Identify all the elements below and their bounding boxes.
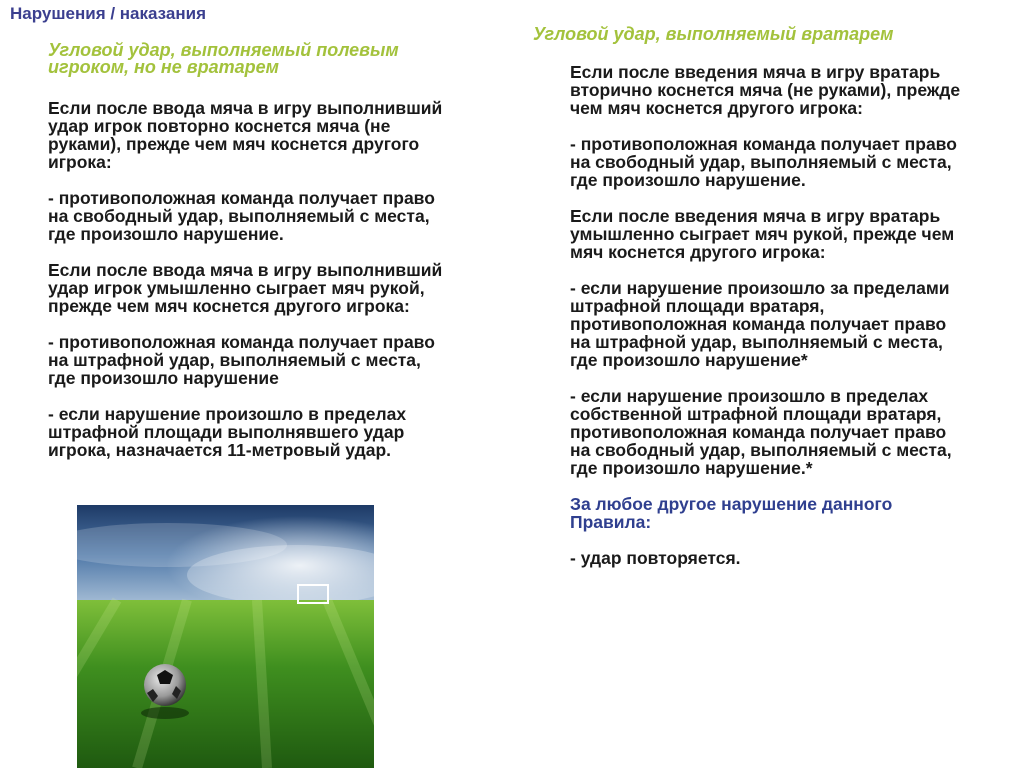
text-line: руками), прежде чем мяч коснется другого — [48, 134, 420, 154]
text-line: - если нарушение произошло за пределами — [570, 278, 950, 298]
text-line: на штрафной удар, выполняемый с места, — [48, 350, 421, 370]
left-subtitle — [48, 42, 468, 76]
other-violation-heading — [570, 495, 1015, 531]
text-line: игрока: — [48, 152, 112, 172]
right-paragraph — [570, 387, 1015, 477]
left-subtitle-line: игроком, но не вратарем — [48, 57, 279, 77]
text-line: где произошло нарушение* — [570, 350, 808, 370]
football-field-icon — [77, 505, 374, 768]
text-line: где произошло нарушение. — [48, 224, 284, 244]
football-field-photo — [77, 505, 374, 768]
text-line: мяч коснется другого игрока: — [570, 242, 826, 262]
text-line: Если после ввода мяча в игру выполнивший — [48, 98, 443, 118]
left-subtitle-line: Угловой удар, выполняемый полевым — [48, 40, 399, 60]
text-line: противоположная команда получает право — [570, 422, 947, 442]
text-line: - противоположная команда получает право — [48, 332, 435, 352]
text-line: собственной штрафной площади вратаря, — [570, 404, 942, 424]
left-paragraph — [48, 405, 508, 459]
left-paragraph — [48, 333, 508, 387]
right-paragraph — [570, 63, 1015, 117]
text-line: противоположная команда получает право — [570, 314, 947, 334]
text-line: - если нарушение произошло в пределах — [570, 386, 929, 406]
text-line: - противоположная команда получает право — [570, 134, 957, 154]
text-line: чем мяч коснется другого игрока: — [570, 98, 863, 118]
text-line: Правила: — [570, 512, 652, 532]
text-line: вторично коснется мяча (не руками), прежде — [570, 80, 961, 100]
text-line: умышленно сыграет мяч рукой, прежде чем — [570, 224, 955, 244]
final-paragraph: - удар повторяется. — [570, 548, 741, 568]
text-line: Если после введения мяча в игру вратарь — [570, 206, 941, 226]
text-line: игрока, назначается 11-метровый удар. — [48, 440, 392, 460]
text-line: где произошло нарушение — [48, 368, 279, 388]
left-body — [48, 99, 508, 459]
left-paragraph — [48, 261, 508, 315]
right-paragraph — [570, 135, 1015, 189]
text-line: штрафной площади вратаря, — [570, 296, 825, 316]
text-line: на штрафной удар, выполняемый с места, — [570, 332, 943, 352]
text-line: Если после ввода мяча в игру выполнивший — [48, 260, 443, 280]
text-line: прежде чем мяч коснется другого игрока: — [48, 296, 410, 316]
right-body — [570, 63, 1015, 567]
left-paragraph — [48, 189, 508, 243]
text-line: удар игрок умышленно сыграет мяч рукой, — [48, 278, 425, 298]
text-line: на свободный удар, выполняемый с места, — [570, 152, 952, 172]
right-paragraph — [570, 207, 1015, 261]
text-line: где произошло нарушение.* — [570, 458, 813, 478]
text-line: - противоположная команда получает право — [48, 188, 435, 208]
right-subtitle: Угловой удар, выполняемый вратарем — [533, 24, 894, 44]
text-line: на свободный удар, выполняемый с места, — [48, 206, 430, 226]
text-line: на свободный удар, выполняемый с места, — [570, 440, 952, 460]
text-line: - если нарушение произошло в пределах — [48, 404, 407, 424]
page-title: Нарушения / наказания — [10, 4, 206, 23]
left-paragraph — [48, 99, 508, 171]
text-line: Если после введения мяча в игру вратарь — [570, 62, 941, 82]
text-line: За любое другое нарушение данного — [570, 494, 893, 514]
text-line: штрафной площади выполнявшего удар — [48, 422, 405, 442]
text-line: удар игрок повторно коснется мяча (не — [48, 116, 391, 136]
right-paragraph — [570, 279, 1015, 369]
text-line: где произошло нарушение. — [570, 170, 806, 190]
